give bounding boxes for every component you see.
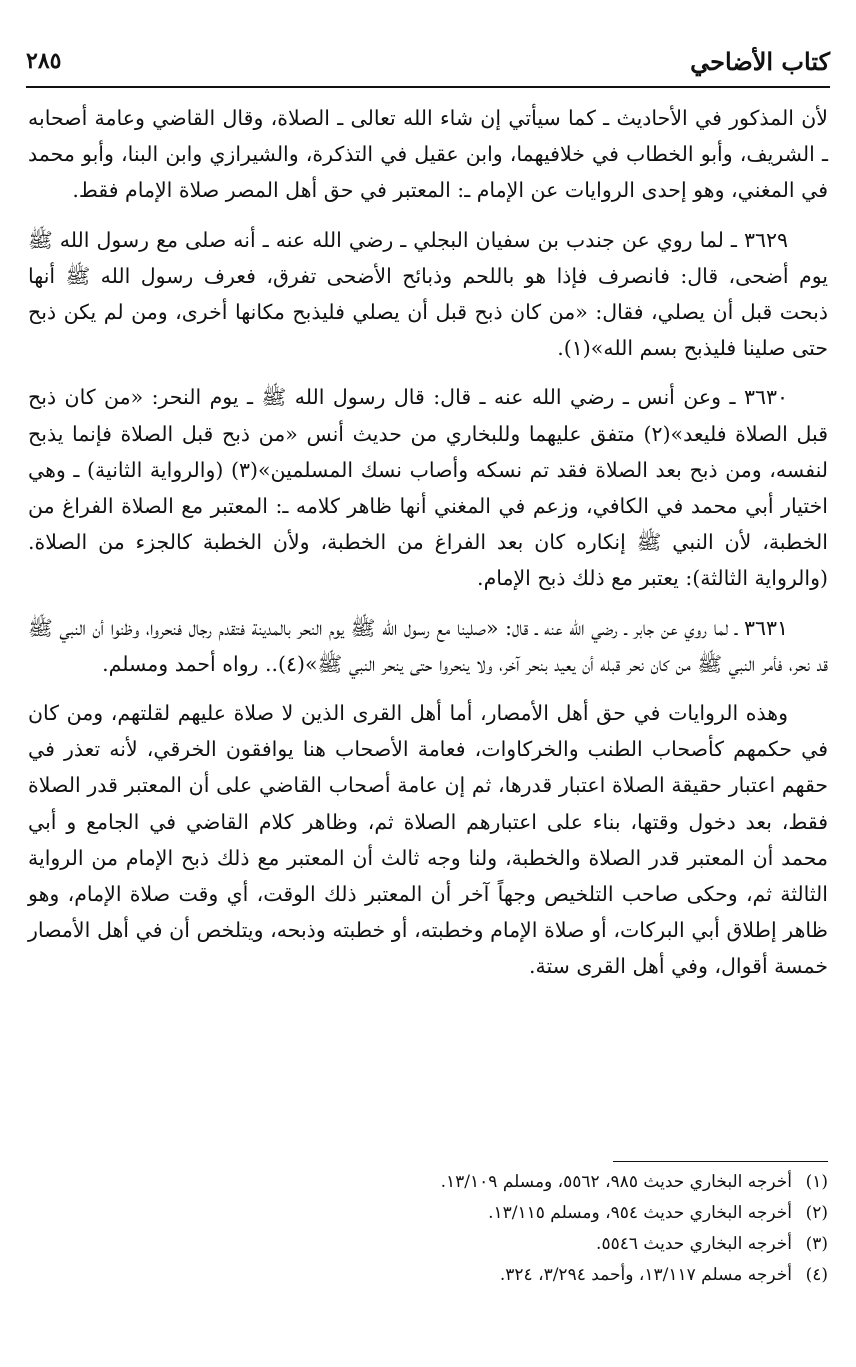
footnote-item (28, 1229, 828, 1260)
chapter-title: كتاب الأضاحي (690, 46, 830, 76)
page-header (26, 36, 830, 88)
footnote-item (28, 1167, 828, 1198)
paragraph-villages: وهذه الروايات في حق أهل الأمصار، أما أهل القرى الذين لا صلاة عليهم لقلتهم، ومن كان في حكمهم كأصحاب الطنب والخركاوات، فعامة الأصحاب هنا يوافقون الخرقي، لأنه تعذر في حقهم اعتبار حقيقة الصلاة اعتبار قدرها، ثم إن عامة أصحاب القاضي على أن المعتبر قدر الصلاة فقط، بعد دخول وقتها، بناء على اعتبارهم الصلاة ثم، وظاهر كلام القاضي في الجامع و أبي محمد أن المعتبر قدر الصلاة والخطبة، ولنا وجه ثالث أن المعتبر مع ذلك ذبح الإمام من الرواية الثالثة ثم، وحكى صاحب التلخيص وجهاً آخر أن المعتبر ذلك الوقت، أي وقت صلاة الإمام، وهو ظاهر إطلاق أبي البركات، أو صلاة الإمام وخطبته، أو خطبته وذبحه، ويتلخص أن في أهل الأمصار خمسة أقوال، وفي أهل القرى ستة. (28, 701, 829, 979)
paragraph-intro: لأن المذكور في الأحاديث ـ كما سيأتي إن شاء الله تعالى ـ الصلاة، وقال القاضي وعامة أصحابه ـ الشريف، وأبو الخطاب في خلافيهما، وابن عقيل في التذكرة، والشيرازي وابن البنا، وأبو محمد في المغني، وهو إحدى الروايات عن الإمام ـ: المعتبر في حق أهل المصر صلاة الإمام فقط. (28, 106, 828, 203)
paragraph-hadith-3629: ٣٦٢٩ ـ لما روي عن جندب بن سفيان البجلي ـ رضي الله عنه ـ أنه صلى مع رسول الله ﷺ يوم أضحى، قال: فانصرف فإذا هو باللحم وذبائح الأضحى تفرق، فعرف رسول الله ﷺ أنها ذبحت قبل أن يصلي، فقال: «من كان ذبح قبل أن يصلي فليذبح مكانها أخرى، ومن لم يكن ذبح حتى صلينا فليذبح بسم الله»(١). (28, 227, 828, 361)
page-number: ٢٨٥ (26, 48, 62, 74)
footnotes (28, 1167, 828, 1291)
paragraph-hadith-3631: ٣٦٣١ ـ لما روي عن جابر ـ رضي الله عنه ـ قال: «صلينا مع رسول الله ﷺ يوم النحر بالمدينة فتقدم رجال فنحروا، وظنوا أن النبي ﷺ قد نحر، فأمر النبي ﷺ من كان نحر قبله أن يعيد بنحر آخر، ولا ينحروا حتى ينحر النبي ﷺ»(٤).. رواه أحمد ومسلم. (28, 615, 828, 676)
footnote-number: (١) (805, 1172, 828, 1192)
footnote-divider (613, 1161, 828, 1162)
footnote-text: أخرجه البخاري حديث ٥٥٤٦. (596, 1234, 792, 1254)
footnote-item (28, 1198, 828, 1229)
footnote-text: أخرجه البخاري حديث ٩٨٥، ٥٥٦٢، ومسلم ١٣/١٠٩. (440, 1172, 792, 1192)
footnote-number: (٣) (805, 1234, 828, 1254)
footnote-number: (٢) (805, 1203, 828, 1223)
paragraph-hadith-3630: ٣٦٣٠ ـ وعن أنس ـ رضي الله عنه ـ قال: قال رسول الله ﷺ ـ يوم النحر: «من كان ذبح قبل الصلاة فليعد»(٢) متفق عليهما وللبخاري من حديث أنس «من ذبح قبل الصلاة فإنما يذبح لنفسه، ومن ذبح بعد الصلاة فقد تم نسكه وأصاب نسك المسلمين»(٣) (والرواية الثانية) ـ وهي اختيار أبي محمد في الكافي، وزعم في المغني أنها ظاهر كلامه ـ: المعتبر مع الصلاة الفراغ من الخطبة، لأن النبي ﷺ إنكاره كان بعد الفراغ من الخطبة، ولأن الخطبة كالجزء من الصلاة. (والرواية الثالثة): يعتبر مع ذلك ذبح الإمام. (28, 385, 828, 591)
footnote-item (28, 1260, 828, 1291)
footnote-number: (٤) (805, 1265, 828, 1285)
footnote-text: أخرجه البخاري حديث ٩٥٤، ومسلم ١٣/١١٥. (488, 1203, 792, 1223)
footnote-text: أخرجه مسلم ١٣/١١٧، وأحمد ٣/٢٩٤، ٣٢٤. (499, 1265, 792, 1285)
main-text (28, 100, 828, 998)
